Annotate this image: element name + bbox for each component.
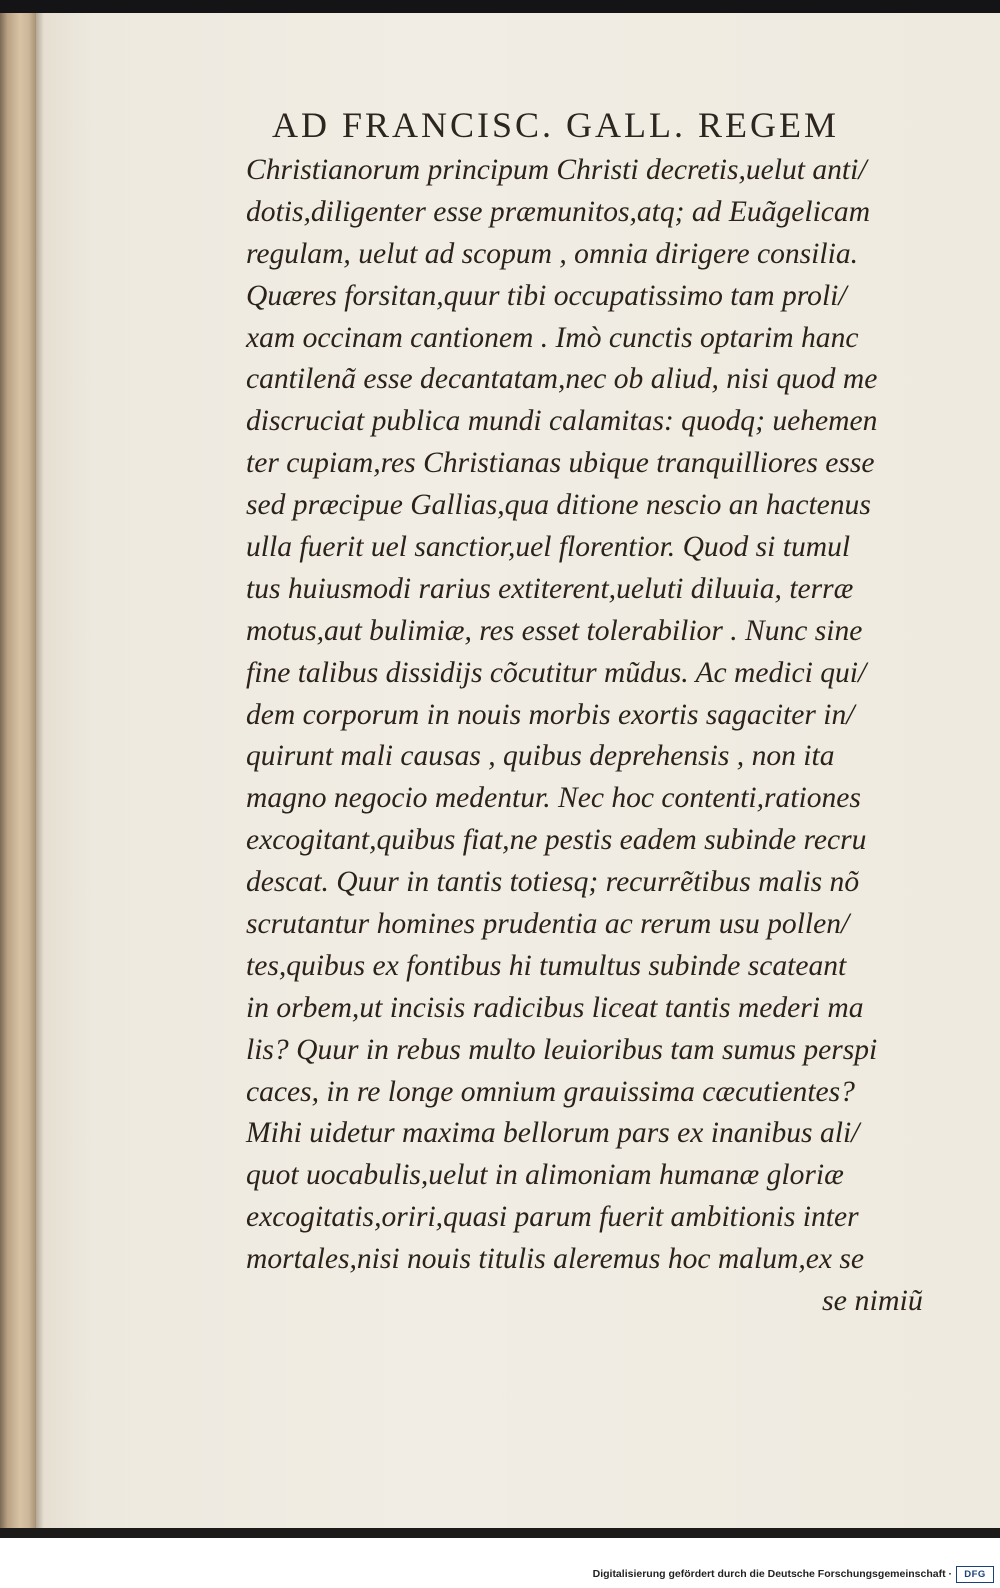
text-line: ter cupiam,res Christianas ubique tranquilliores esse <box>246 447 875 480</box>
text-line: excogitatis,oriri,quasi parum fuerit ambitionis inter <box>246 1201 859 1234</box>
scan-top-border <box>0 0 1000 13</box>
text-line: cantilenã esse decantatam,nec ob aliud, nisi quod me <box>246 363 878 396</box>
text-line: regulam, uelut ad scopum , omnia dirigere consilia. <box>246 237 858 270</box>
text-line: dotis,diligenter esse præmunitos,atq; ad Euãgelicam <box>246 195 871 228</box>
text-line: descat. Quur in tantis totiesq; recurrẽtibus malis nõ <box>246 866 860 899</box>
page-fold-shadow <box>36 13 44 1528</box>
scan-bottom-border <box>0 1528 1000 1538</box>
dfg-logo: DFG <box>956 1566 994 1583</box>
text-line: caces, in re longe omnium grauissima cæcutientes? <box>246 1075 855 1108</box>
text-line: tes,quibus ex fontibus hi tumultus subinde scateant <box>246 949 847 982</box>
text-line: discruciat publica mundi calamitas: quodq; uehemen <box>246 405 878 438</box>
page-edge <box>0 13 36 1528</box>
catchword: se nimiũ <box>822 1284 923 1317</box>
text-line: magno negocio medentur. Nec hoc contenti,rationes <box>246 782 861 815</box>
text-line: dem corporum in nouis morbis exortis sagaciter in/ <box>246 698 855 731</box>
text-line: quirunt mali causas , quibus deprehensis , non ita <box>246 740 835 773</box>
text-line: mortales,nisi nouis titulis aleremus hoc malum,ex se <box>246 1243 865 1276</box>
text-line: fine talibus dissidijs cõcutitur mũdus. Ac medici qui/ <box>246 656 867 689</box>
text-line: Quæres forsitan,quur tibi occupatissimo tam proli/ <box>246 279 847 312</box>
text-line: Christianorum principum Christi decretis,uelut anti/ <box>246 154 867 186</box>
text-line: lis? Quur in rebus multo leuioribus tam sumus perspi <box>246 1033 878 1066</box>
text-line: in orbem,ut incisis radicibus liceat tantis mederi ma <box>246 991 864 1024</box>
text-line: xam occinam cantionem . Imò cunctis optarim hanc <box>246 321 859 354</box>
text-line: scrutantur homines prudentia ac rerum usu pollen/ <box>246 908 850 941</box>
running-head: AD FRANCISC. GALL. REGEM <box>272 105 840 145</box>
text-line: motus,aut bulimiæ, res esset tolerabilior . Nunc sine <box>246 614 863 647</box>
text-line: ulla fuerit uel sanctior,uel florentior. Quod si tumul <box>246 531 851 564</box>
text-line: sed præcipue Gallias,qua ditione nescio an hactenus <box>246 489 871 522</box>
body-text <box>246 150 936 1281</box>
text-line: quot uocabulis,uelut in alimoniam humanæ gloriæ <box>246 1159 844 1192</box>
text-line: tus huiusmodi rarius extiterent,ueluti diluuia, terræ <box>246 572 854 605</box>
text-line: Mihi uidetur maxima bellorum pars ex inanibus ali/ <box>246 1117 860 1150</box>
text-line: excogitant,quibus fiat,ne pestis eadem subinde recru <box>246 824 867 857</box>
digitization-credit: Digitalisierung gefördert durch die Deutsche Forschungsgemeinschaft · <box>592 1568 952 1580</box>
